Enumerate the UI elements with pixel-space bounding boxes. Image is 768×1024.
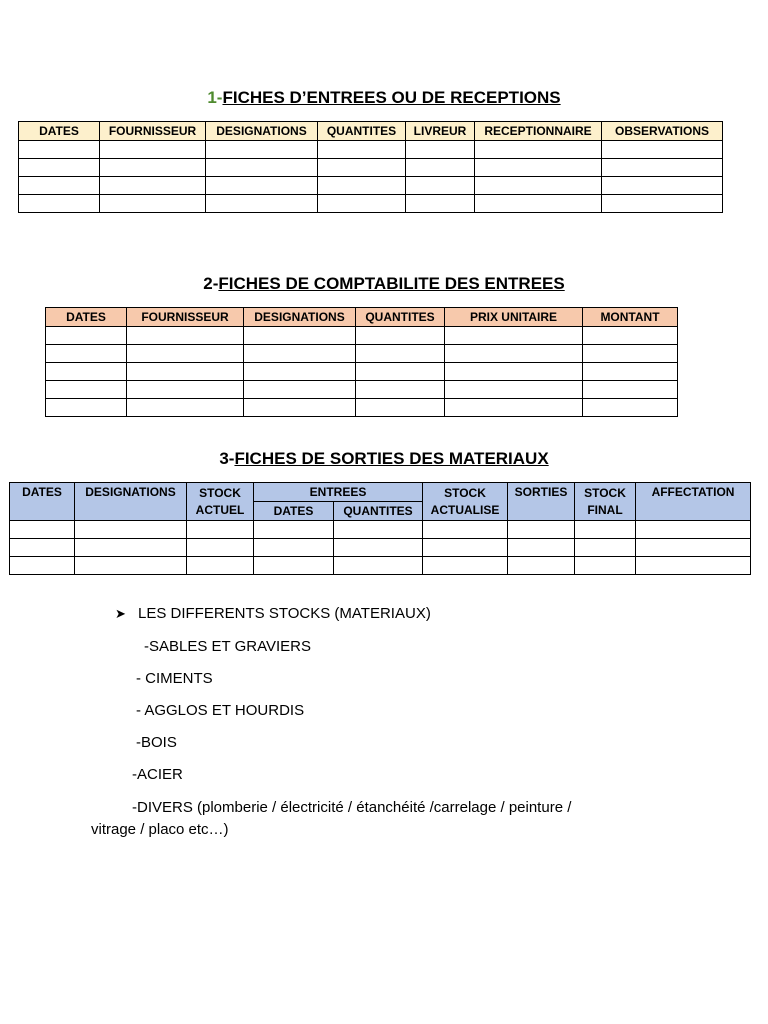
table-row [46,363,678,381]
header-cell: MONTANT [583,308,678,327]
header-cell: DATES [10,483,75,521]
section1-title [0,88,768,108]
table-header-row [10,483,751,502]
table-row [46,399,678,417]
section3-title [0,449,768,469]
header-cell: FOURNISSEUR [127,308,244,327]
table-row [10,521,751,539]
header-cell: ENTREES [254,483,423,502]
header-cell: DATES [19,122,100,141]
header-cell: QUANTITES [356,308,445,327]
section1-title-text: FICHES D’ENTREES OU DE RECEPTIONS [222,88,561,107]
header-cell: DESIGNATIONS [75,483,187,521]
header-cell: STOCK ACTUALISE [423,483,508,521]
table-row [19,159,723,177]
section1-number: 1- [207,88,223,107]
header-cell: DESIGNATIONS [244,308,356,327]
sorties-table [9,482,751,575]
list-item: - AGGLOS ET HOURDIS [136,702,305,719]
header-cell: QUANTITES [334,502,423,521]
entrees-table [18,121,723,213]
header-cell: PRIX UNITAIRE [445,308,583,327]
table-row [19,141,723,159]
table-row [19,195,723,213]
list-item: -SABLES ET GRAVIERS [144,638,311,655]
header-cell: SORTIES [508,483,575,521]
header-cell: DATES [46,308,127,327]
header-cell: QUANTITES [318,122,406,141]
section3-title-text: FICHES DE SORTIES DES MATERIAUX [234,449,549,468]
list-item: - CIMENTS [136,670,213,687]
header-cell: STOCK FINAL [575,483,636,521]
table-row [46,381,678,399]
section2-title [0,274,768,294]
list-item: -ACIER [132,766,183,783]
header-cell: AFFECTATION [636,483,751,521]
section2-title-text: FICHES DE COMPTABILITE DES ENTREES [218,274,565,293]
header-cell: RECEPTIONNAIRE [475,122,602,141]
header-cell: LIVREUR [406,122,475,141]
header-cell: DESIGNATIONS [206,122,318,141]
section3-number: 3- [219,449,235,468]
list-item: -DIVERS (plomberie / électricité / étanchéité /carrelage / peinture / [132,799,572,816]
header-cell: DATES [254,502,334,521]
table-header-row [46,308,678,327]
table-row [10,539,751,557]
comptabilite-table [45,307,678,417]
list-item-continuation: vitrage / placo etc…) [91,821,229,838]
header-cell: OBSERVATIONS [602,122,723,141]
arrow-bullet-icon: ➤ [115,606,126,621]
table-row [10,557,751,575]
header-cell: STOCK ACTUEL [187,483,254,521]
section2-number: 2- [203,274,219,293]
table-row [46,327,678,345]
table-row [46,345,678,363]
table-row [19,177,723,195]
stocks-heading: LES DIFFERENTS STOCKS (MATERIAUX) [138,605,431,622]
table-header-row [19,122,723,141]
list-item: -BOIS [136,734,177,751]
header-cell: FOURNISSEUR [100,122,206,141]
